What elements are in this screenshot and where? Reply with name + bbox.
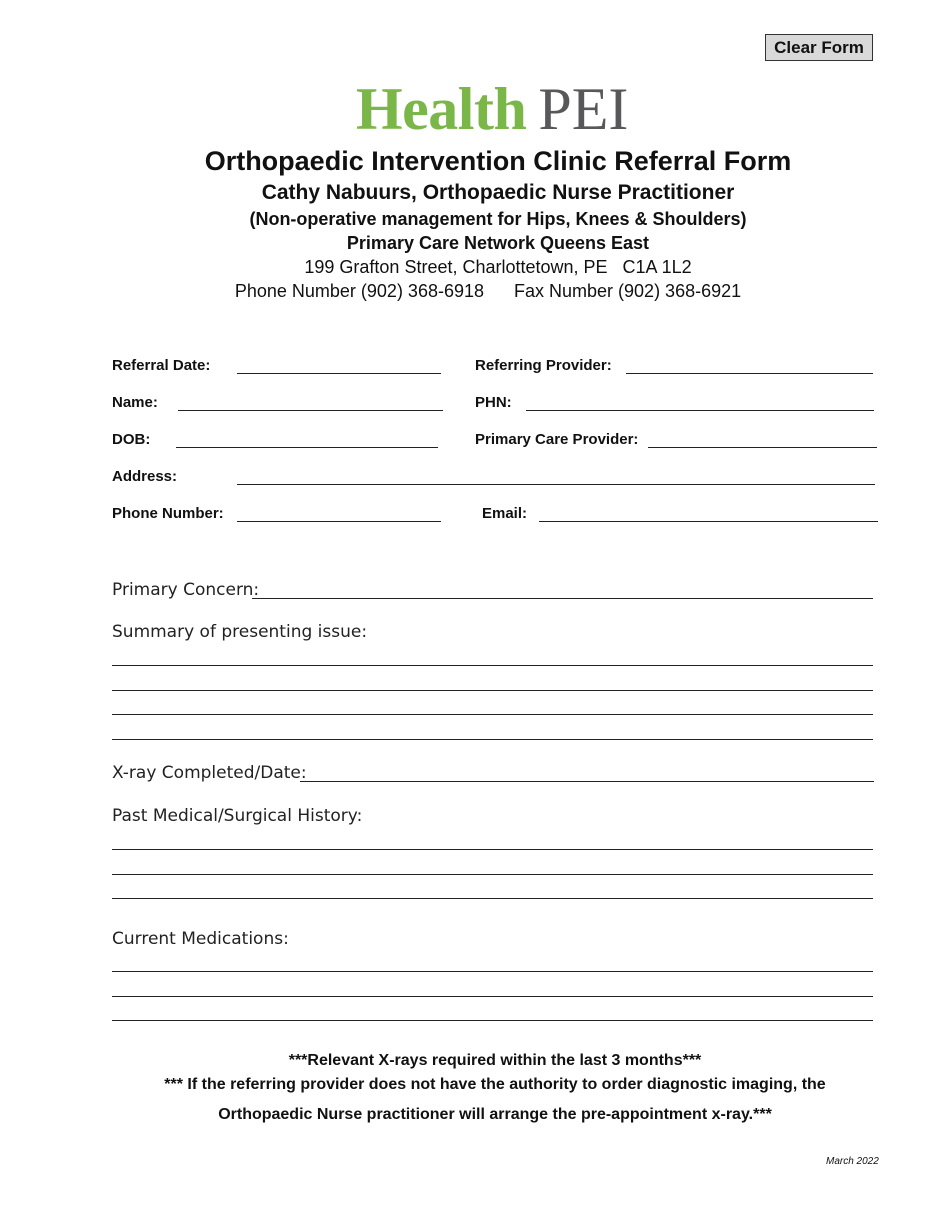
- phn-label: PHN:: [475, 394, 512, 411]
- medications-field-line[interactable]: [112, 1020, 873, 1021]
- practitioner-name: Cathy Nabuurs, Orthopaedic Nurse Practitioner: [261, 181, 735, 204]
- referring-provider-label: Referring Provider:: [475, 357, 612, 374]
- primary-care-provider-field[interactable]: [648, 447, 877, 448]
- summary-field-line[interactable]: [112, 739, 873, 740]
- clinic-address: 199 Grafton Street, Charlottetown, PE C1A 1L2: [304, 257, 692, 277]
- primary-concern-field[interactable]: [252, 598, 873, 599]
- summary-label: Summary of presenting issue:: [112, 622, 368, 642]
- email-field[interactable]: [539, 521, 878, 522]
- xray-field[interactable]: [300, 781, 874, 782]
- form-revision-date: March 2022: [826, 1156, 879, 1167]
- clinic-scope: (Non-operative management for Hips, Knees & Shoulders): [249, 209, 747, 229]
- address-field[interactable]: [237, 484, 875, 485]
- summary-field-line[interactable]: [112, 665, 873, 666]
- xray-label: X-ray Completed/Date:: [112, 763, 307, 783]
- history-field-line[interactable]: [112, 874, 873, 875]
- history-label: Past Medical/Surgical History:: [112, 806, 363, 826]
- email-label: Email:: [482, 505, 528, 522]
- summary-field-line[interactable]: [112, 690, 873, 691]
- medications-field-line[interactable]: [112, 996, 873, 997]
- dob-label: DOB:: [112, 431, 151, 448]
- referring-provider-field[interactable]: [626, 373, 873, 374]
- phone-number-label: Phone Number:: [112, 505, 224, 522]
- imaging-authority-note: *** If the referring provider does not have the authority to order diagnostic imaging, the: [164, 1076, 826, 1093]
- health-pei-logo: [356, 75, 628, 144]
- imaging-authority-note-cont: Orthopaedic Nurse practitioner will arrange the pre-appointment x-ray.***: [218, 1106, 772, 1123]
- history-field-line[interactable]: [112, 898, 873, 899]
- summary-field-line[interactable]: [112, 714, 873, 715]
- referral-date-field[interactable]: [237, 373, 441, 374]
- name-field[interactable]: [178, 410, 443, 411]
- logo-word-pei: PEI: [538, 76, 629, 142]
- dob-field[interactable]: [176, 447, 438, 448]
- history-field-line[interactable]: [112, 849, 873, 850]
- medications-label: Current Medications:: [112, 929, 289, 949]
- medications-field-line[interactable]: [112, 971, 873, 972]
- care-network: Primary Care Network Queens East: [346, 233, 650, 253]
- clinic-phone-fax: Phone Number (902) 368-6918 Fax Number (902) 368-6921: [234, 281, 742, 301]
- address-label: Address:: [112, 468, 178, 485]
- referral-date-label: Referral Date:: [112, 357, 211, 374]
- form-title: Orthopaedic Intervention Clinic Referral Form: [204, 146, 792, 176]
- primary-care-provider-label: Primary Care Provider:: [475, 431, 639, 448]
- name-label: Name:: [112, 394, 158, 411]
- phone-number-field[interactable]: [237, 521, 441, 522]
- logo-word-health: Health: [356, 76, 527, 142]
- xray-requirement-note: ***Relevant X-rays required within the last 3 months***: [288, 1052, 702, 1069]
- clear-form-button[interactable]: Clear Form: [765, 34, 873, 61]
- phn-field[interactable]: [526, 410, 874, 411]
- primary-concern-label: Primary Concern:: [112, 580, 260, 600]
